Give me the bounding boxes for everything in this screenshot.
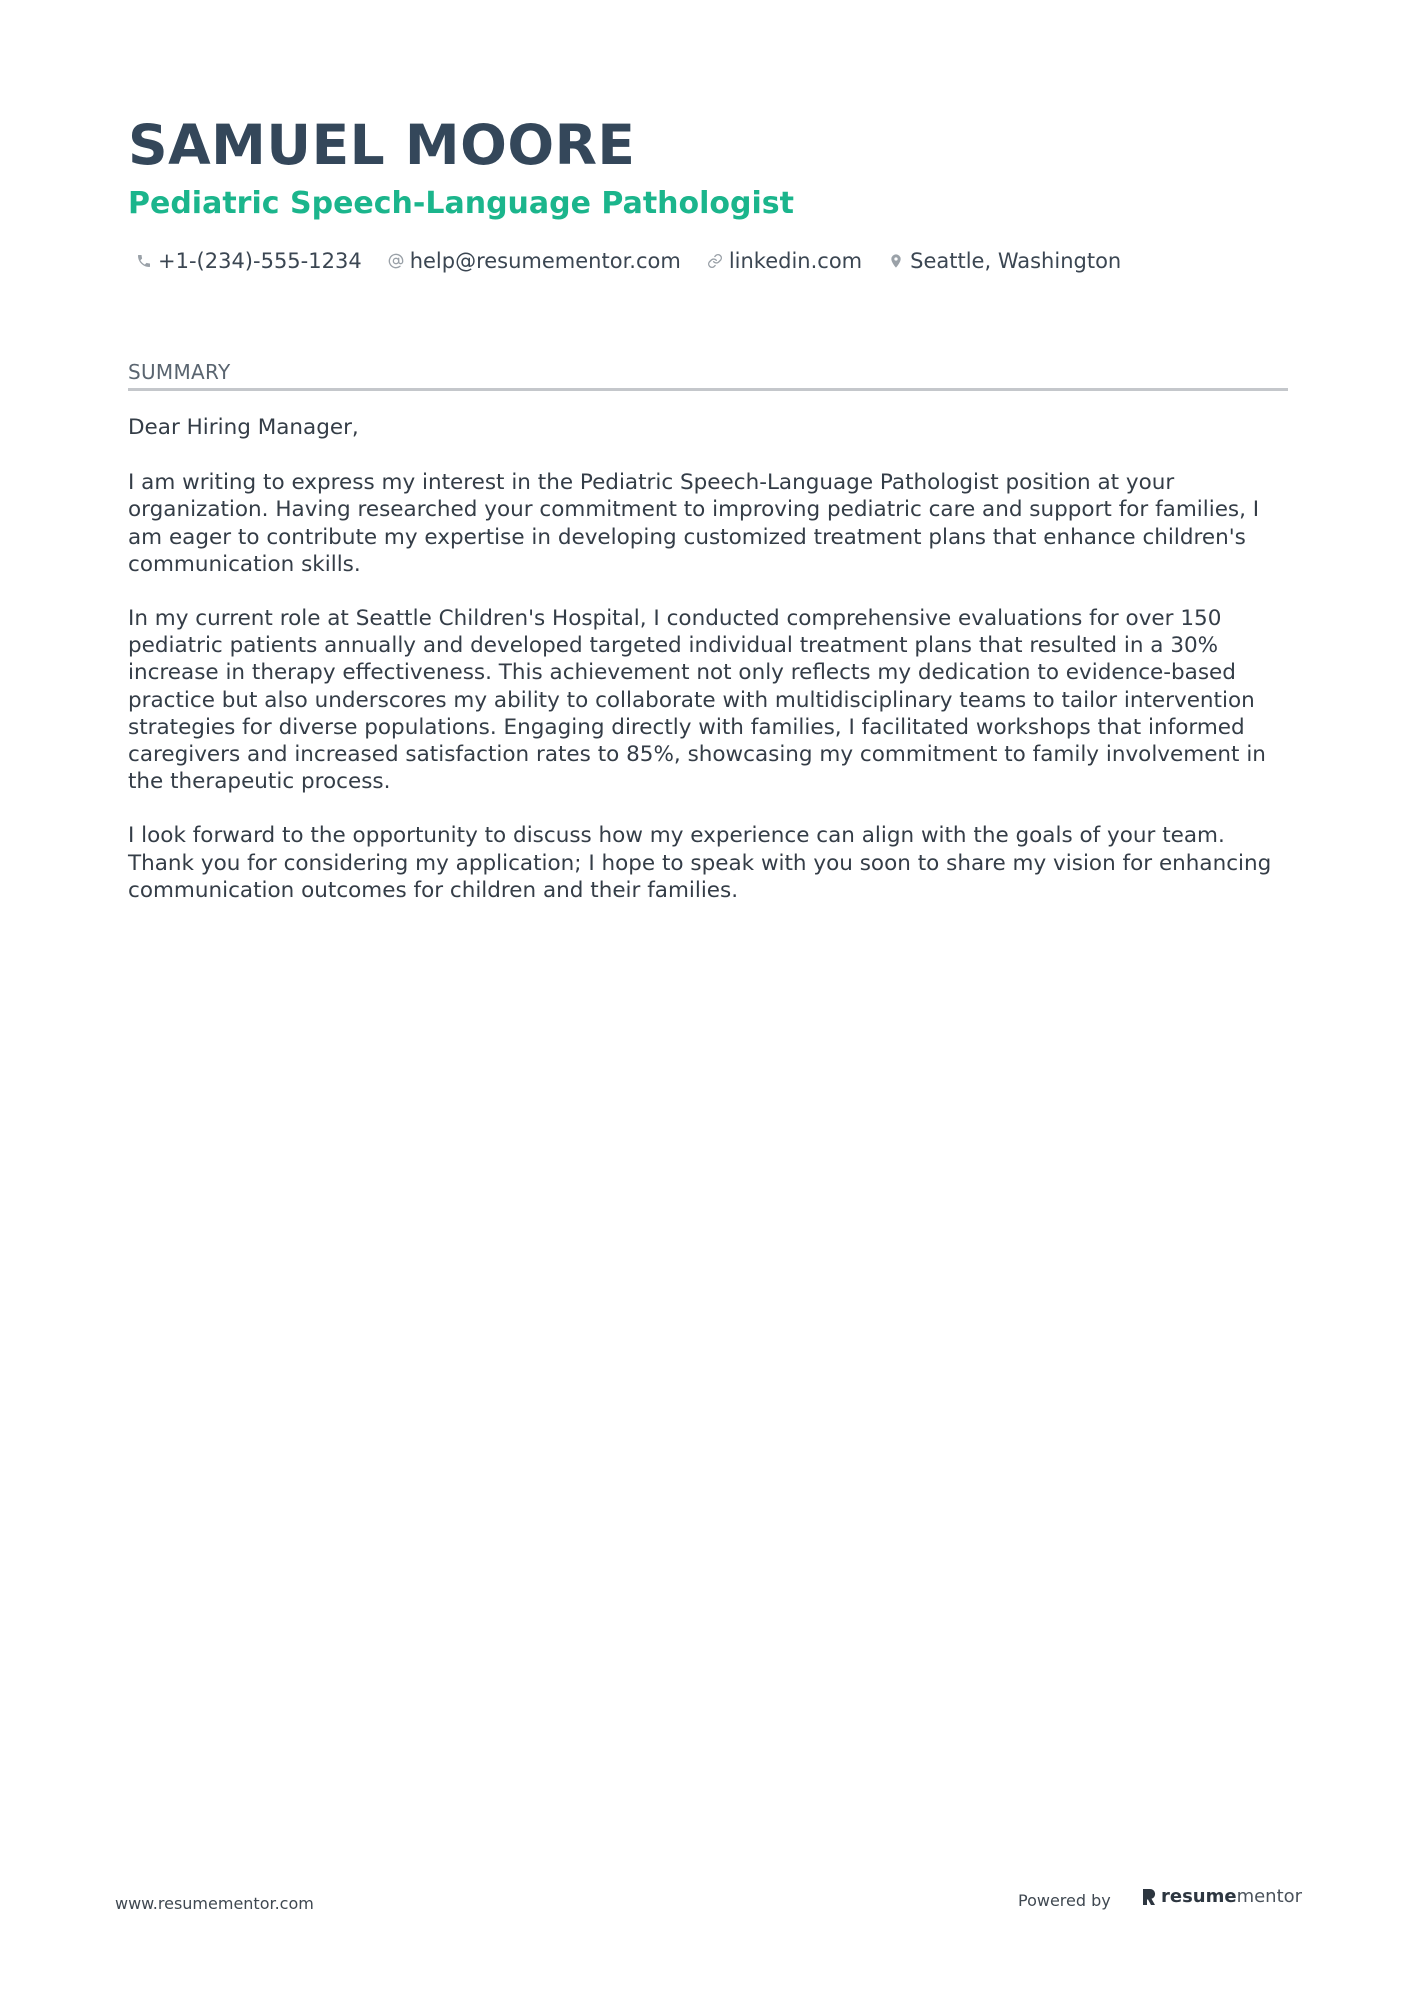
contact-link[interactable] (707, 249, 862, 273)
brand-name-bold: resume (1161, 1886, 1237, 1907)
summary-heading: SUMMARY (128, 358, 1288, 391)
footer-website[interactable]: www.resumementor.com (115, 1894, 314, 1913)
link-text[interactable]: linkedin.com (728, 249, 863, 273)
at-icon (388, 253, 404, 269)
link-icon (707, 253, 723, 269)
powered-by-label: Powered by (1018, 1891, 1111, 1910)
contact-email[interactable] (388, 249, 681, 273)
phone-icon (136, 253, 152, 269)
candidate-name: SAMUEL MOORE (128, 113, 636, 177)
contact-bar (136, 245, 1147, 277)
email-text[interactable]: help@resumementor.com (409, 249, 681, 273)
paragraph-intro: I am writing to express my interest in the Pediatric Speech-Language Pathologist position at your organization. Having researched your commitment to improving pediatric care and support for families, I am eager to contribute my expertise in developing customized treatment plans that enhance children's communication skills. (128, 470, 1260, 577)
job-title: Pediatric Speech-Language Pathologist (128, 186, 794, 221)
phone-text: +1-(234)-555-1234 (158, 249, 362, 273)
brand-logo[interactable] (1141, 1886, 1302, 1907)
resumementor-logo-icon (1141, 1887, 1157, 1907)
contact-location (888, 249, 1121, 273)
brand-name-light: mentor (1236, 1886, 1303, 1907)
location-pin-icon (888, 253, 904, 269)
greeting: Dear Hiring Manager, (128, 415, 359, 440)
location-text: Seattle, Washington (910, 249, 1122, 273)
paragraph-closing: I look forward to the opportunity to discuss how my experience can align with the goals of your team. Thank you for considering my application; I hope to speak with you soon to share my vision for enhancing communication outcomes for children and their families. (128, 823, 1272, 903)
paragraph-experience: In my current role at Seattle Children's Hospital, I conducted comprehensive evaluations for over 150 pediatric patients annually and developed targeted individual treatment plans that resulted in a 30% increase in therapy effectiveness. This achievement not only reflects my dedication to evidence-based practice but also underscores my ability to collaborate with multidisciplinary teams to tailor intervention strategies for diverse populations. Engaging directly with families, I facilitated workshops that informed caregivers and increased satisfaction rates to 85%, showcasing my commitment to family involvement in the therapeutic process. (128, 606, 1266, 795)
letter-body (128, 414, 1293, 931)
contact-phone (136, 249, 362, 273)
